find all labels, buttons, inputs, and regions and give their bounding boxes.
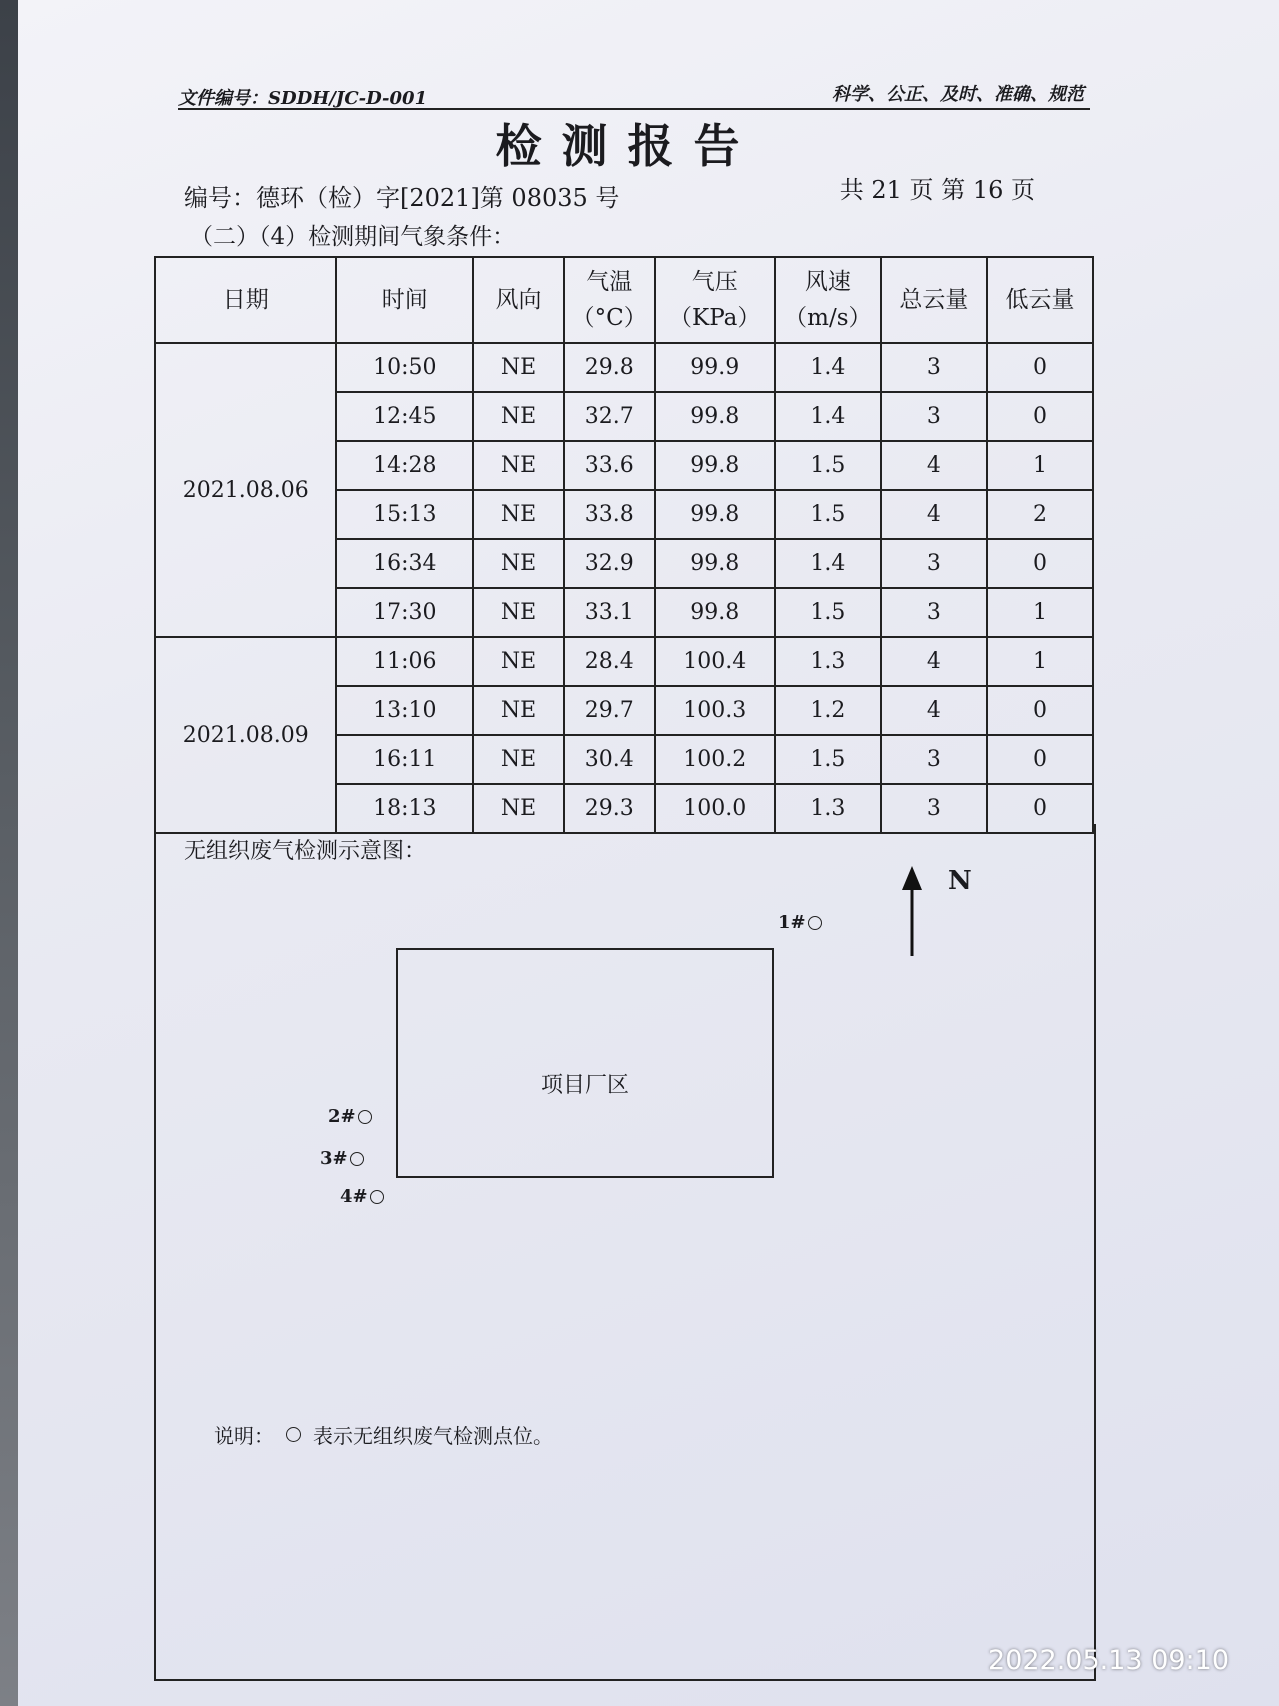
table-header-cell: 风向 — [473, 257, 564, 343]
circle-marker-icon — [350, 1152, 364, 1166]
table-cell: 99.8 — [655, 441, 775, 490]
monitor-point-3 — [320, 1148, 364, 1169]
table-header-cell: 总云量 — [881, 257, 987, 343]
date-cell: 2021.08.06 — [155, 343, 336, 637]
monitor-point-2 — [328, 1106, 372, 1127]
table-cell: 1.5 — [775, 588, 881, 637]
table-cell: 99.8 — [655, 539, 775, 588]
table-cell: 29.3 — [564, 784, 655, 833]
section-title: （二）（4）检测期间气象条件： — [190, 224, 516, 250]
table-cell: 3 — [881, 588, 987, 637]
circle-marker-icon — [286, 1427, 301, 1442]
plant-area-box — [396, 948, 774, 1178]
table-cell: 100.4 — [655, 637, 775, 686]
table-cell: 1.2 — [775, 686, 881, 735]
table-cell: NE — [473, 490, 564, 539]
table-row — [155, 343, 1093, 392]
table-cell: 99.8 — [655, 392, 775, 441]
table-cell: 16:11 — [336, 735, 473, 784]
diagram-area — [154, 824, 1096, 1681]
table-header-cell: 时间 — [336, 257, 473, 343]
table-cell: 1.3 — [775, 784, 881, 833]
point-label: 3# — [320, 1148, 348, 1169]
table-header-cell: 日期 — [155, 257, 336, 343]
table-header-row — [155, 257, 1093, 343]
table-cell: 30.4 — [564, 735, 655, 784]
table-cell: 3 — [881, 539, 987, 588]
table-cell: 99.9 — [655, 343, 775, 392]
table-cell: 2 — [987, 490, 1093, 539]
plant-label: 项目厂区 — [540, 1073, 629, 1098]
diagram-title: 无组织废气检测示意图： — [184, 839, 427, 864]
table-cell: 17:30 — [336, 588, 473, 637]
table-cell: 1.3 — [775, 637, 881, 686]
table-cell: 0 — [987, 735, 1093, 784]
table-cell: NE — [473, 343, 564, 392]
table-header-cell: 气温 （°C） — [564, 257, 655, 343]
table-cell: 11:06 — [336, 637, 473, 686]
table-cell: 0 — [987, 686, 1093, 735]
table-cell: 10:50 — [336, 343, 473, 392]
file-number: 文件编号：SDDH/JC-D-001 — [178, 88, 428, 109]
table-cell: 29.8 — [564, 343, 655, 392]
table-cell: NE — [473, 784, 564, 833]
table-cell: 3 — [881, 343, 987, 392]
table-cell: 16:34 — [336, 539, 473, 588]
table-cell: NE — [473, 588, 564, 637]
table-cell: NE — [473, 686, 564, 735]
table-cell: 3 — [881, 735, 987, 784]
monitor-point-1 — [778, 912, 822, 933]
table-cell: 14:28 — [336, 441, 473, 490]
report-page — [160, 60, 1095, 1680]
table-cell: 99.8 — [655, 490, 775, 539]
table-cell: 1.5 — [775, 735, 881, 784]
table-cell: 1.5 — [775, 441, 881, 490]
table-cell: 1.4 — [775, 392, 881, 441]
table-cell: 3 — [881, 784, 987, 833]
table-cell: 33.1 — [564, 588, 655, 637]
table-cell: 33.6 — [564, 441, 655, 490]
table-cell: 29.7 — [564, 686, 655, 735]
table-cell: 28.4 — [564, 637, 655, 686]
point-label: 2# — [328, 1106, 356, 1127]
table-header-cell: 气压 （KPa） — [655, 257, 775, 343]
date-cell: 2021.08.09 — [155, 637, 336, 833]
table-cell: 12:45 — [336, 392, 473, 441]
table-cell: 1 — [987, 588, 1093, 637]
table-cell: 1.4 — [775, 343, 881, 392]
motto: 科学、公正、及时、准确、规范 — [832, 84, 1084, 105]
table-cell: 3 — [881, 392, 987, 441]
table-cell: NE — [473, 637, 564, 686]
table-cell: 1 — [987, 637, 1093, 686]
table-cell: 32.9 — [564, 539, 655, 588]
table-header-cell: 低云量 — [987, 257, 1093, 343]
circle-marker-icon — [358, 1110, 372, 1124]
table-cell: 33.8 — [564, 490, 655, 539]
table-cell: 0 — [987, 539, 1093, 588]
north-arrow-icon — [882, 866, 942, 966]
table-cell: NE — [473, 392, 564, 441]
table-cell: NE — [473, 539, 564, 588]
table-cell: 1.5 — [775, 490, 881, 539]
note-text: 表示无组织废气检测点位。 — [313, 1424, 553, 1448]
table-cell: 4 — [881, 637, 987, 686]
monitor-point-4 — [340, 1186, 384, 1207]
table-cell: 100.2 — [655, 735, 775, 784]
table-cell: 1 — [987, 441, 1093, 490]
table-cell: NE — [473, 735, 564, 784]
table-cell: 15:13 — [336, 490, 473, 539]
table-cell: 32.7 — [564, 392, 655, 441]
table-cell: 18:13 — [336, 784, 473, 833]
point-label: 4# — [340, 1186, 368, 1207]
table-cell: 99.8 — [655, 588, 775, 637]
table-cell: 4 — [881, 441, 987, 490]
table-header-cell: 风速 （m/s） — [775, 257, 881, 343]
circle-marker-icon — [808, 916, 822, 930]
page-title: 检测报告 — [495, 119, 760, 173]
report-number: 编号：德环（检）字[2021]第 08035 号 — [184, 184, 620, 212]
table-cell: 0 — [987, 392, 1093, 441]
weather-table — [154, 256, 1094, 834]
legend-note — [214, 1420, 553, 1449]
table-cell: 1.4 — [775, 539, 881, 588]
table-cell: 4 — [881, 686, 987, 735]
north-label: N — [948, 866, 972, 896]
table-cell: 0 — [987, 343, 1093, 392]
table-cell: 4 — [881, 490, 987, 539]
note-prefix: 说明： — [214, 1424, 274, 1448]
photo-timestamp: 2022.05.13 09:10 — [988, 1645, 1229, 1676]
table-cell: 100.0 — [655, 784, 775, 833]
page-info: 共 21 页 第 16 页 — [839, 176, 1035, 204]
header-row — [178, 78, 1090, 110]
table-cell: NE — [473, 441, 564, 490]
table-cell: 100.3 — [655, 686, 775, 735]
point-label: 1# — [778, 912, 806, 933]
table-row — [155, 637, 1093, 686]
table-cell: 13:10 — [336, 686, 473, 735]
circle-marker-icon — [370, 1190, 384, 1204]
table-cell: 0 — [987, 784, 1093, 833]
